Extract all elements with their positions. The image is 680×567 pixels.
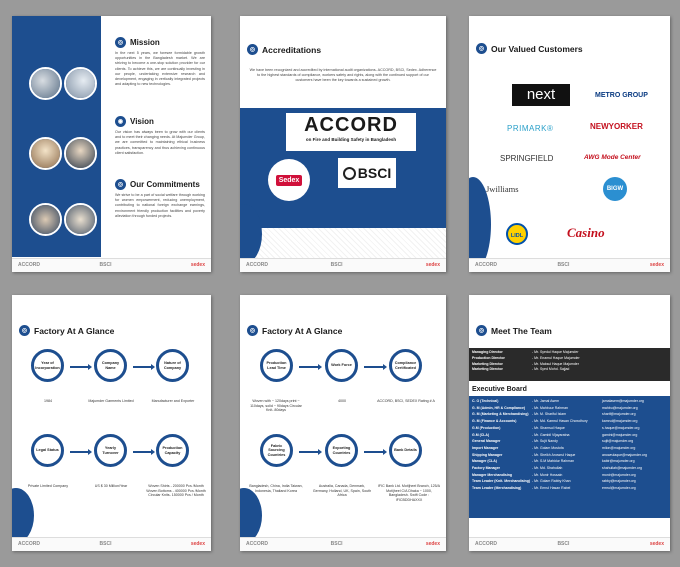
team-row [472,398,667,405]
mission-section [115,37,205,87]
team-name: - Mr. Golam Rabby Khan [532,479,571,484]
team-row [472,367,667,373]
team-role: Team Leader (Knit. Merchandising) [472,479,531,484]
team-name: - Mr. Gambil Vijayaratna [532,432,570,437]
footer-sedex: sedex [190,541,205,547]
arrow [70,366,89,368]
arrow [299,451,319,453]
footer-sedex: sedex [425,262,440,268]
team-email: s.haque@majumder.org [602,425,640,430]
commitments-title: Our Commitments [130,180,200,189]
value-year: 1984 [44,399,52,403]
team-name: - Mr. Sheikh Anowrul Haque [532,452,576,457]
commitments-section [115,179,205,219]
bubble-compliance: Compliance Certificated [389,349,422,382]
accreditations-title: Accreditations [262,44,322,55]
value-capacity: Woven Shirts - 200000 Pcs /Month Woven Bottoms - 400000 Pcs /Month Circular Knits- 150000 Pcs / Month [146,484,206,498]
team-row [472,418,667,425]
team-email: gamini@majumder.org [602,432,638,437]
logo-bigw: BIGW [603,177,627,201]
team-role: General Manager [472,439,501,444]
arrow [133,451,152,453]
wave-pattern [240,228,446,258]
value-lead-time: Woven with ~ 120days print ~ 110days, solid ~ 90days Circular Knit- 80days [250,399,302,413]
logo-next: next [512,84,570,106]
team-row [472,425,667,432]
bubble-turnover: Yearly Turnover [94,434,127,467]
team-role: Manager Merchandising [472,472,513,477]
value-work-force: 4000 [338,399,346,403]
team-name: - Mr. Md. Kamrul Hasan Chowdhury [532,419,588,424]
accord-logo: ACCORD on Fire and Building Safety in Bangladesh [286,113,416,151]
team-row [472,411,667,418]
mission-text: In the next 5 years, we foresee formidable growth opportunities in the Bangladesh market. We are striving to become a one-stop solution provider for our clients. To achieve this, we are continually investing in our people, undertaking extensive research and development, engaging in vertically integrated projects and adapting to new technologies. [115,51,205,87]
footer-bsci: BSCI [557,262,570,268]
team-row [472,432,667,439]
value-legal: Private Limited Company [27,484,69,488]
team-email: emrul@majumder.org [602,486,636,491]
team-row [472,452,667,459]
accreditations-text: We have been recognized and accredited by international audit organizations- ACCORD, BSCI, Sedex. Adherence to the highest standards of compliance, workers safety and rights, along with the continued support of our customers have been the key towards a sustained growth. [249,68,437,83]
customers-icon: ◎ [476,43,487,54]
team-name: - Mr. Syedul Haque Majumder [532,350,579,354]
bubble-work-force: Work Force [325,349,358,382]
page-footer [469,258,670,272]
logo-springfield: SPRINGFIELD [500,154,554,163]
corner-arc [240,488,262,543]
team-row [472,458,667,465]
mission-title: Mission [130,38,160,47]
team-name: - Mr. Shamsul Haque [532,425,565,430]
vision-text: Our vision has always been to grow with our clients and to meet their changing needs. At Majumder Group, we are committed to maintaining ethical business practices, transparency and thus achieving continuous client satisfaction. [115,130,205,155]
team-name: - Mr. Mahbuur Rahman [532,405,568,410]
team-name: - Mr. Emrul Hasan Rabel [532,486,571,491]
footer-accord: ACCORD [475,262,497,268]
customers-title: Our Valued Customers [491,43,583,54]
team-name: - Mr. Maksul Haque Majumder [532,361,579,366]
team-row [472,472,667,479]
footer-bsci: BSCI [557,541,570,547]
bubble-exporting: Exporting Countries [325,434,358,467]
team-role: C. O (Technical) [472,399,499,403]
team-row [472,485,667,492]
team-role: Shipping Manager [472,452,503,457]
bsci-ring-icon [343,167,356,180]
team-email: monir@majumder.org [602,472,636,477]
team-role: Manager (CLA) [472,459,497,464]
accreditations-page [240,16,446,272]
bsci-logo: BSCI [338,158,396,188]
team-email [602,367,667,373]
logo-williams: Jwilliams [486,184,519,194]
arrow [364,451,384,453]
footer-sedex: sedex [190,262,205,268]
corner-arc [12,488,34,543]
footer-bsci: BSCI [330,541,343,547]
team-row [472,478,667,485]
team-role: G. M (Marketing & Merchandising) [472,412,529,417]
team-page [469,295,670,551]
value-bank: IFIC Bank Ltd. Motijheel Branch, 125/A Motijheel C/A Dhaka ~ 1000, Bangladesh. Swift Code : IFICBDDHAXXX [377,484,441,502]
vision-section [115,116,205,156]
executive-board-table [469,396,670,518]
bubble-lead-time: Production Lead Time [260,349,293,382]
factory-title: Factory At A Glance [262,325,343,336]
page-footer [12,258,211,272]
directors-table [469,348,670,381]
team-name: - Mr. Jamal Asem [532,399,560,403]
footer-accord: ACCORD [246,262,268,268]
team-email: jamalasem@majumder.org [602,399,644,403]
team-role: Factory Manager [472,466,501,471]
page-footer [12,537,211,551]
logo-awg: AWG Mode Center [584,154,641,161]
vision-title: Vision [130,117,154,126]
photo-businessman [64,137,97,170]
vision-icon: ◉ [115,116,126,127]
commitments-icon: ◎ [115,179,126,190]
bubble-bank: Bank Details [389,434,422,467]
team-row [472,405,667,412]
team-role: Managing Director [472,350,503,354]
team-email: sharif@majumder.org [602,412,636,417]
logo-casino: Casino [567,225,605,240]
factory-icon: ◎ [247,325,258,336]
team-row [472,438,667,445]
footer-accord: ACCORD [18,262,40,268]
team-name: - Mr. Md. Shahullah [532,466,563,471]
factory-glance-page-2 [240,295,446,551]
value-exporting: Australia, Canada, Denmark, Germany, Holland, UK, Spain, South Africa [312,484,372,498]
team-title: Meet The Team [491,325,552,336]
photo-woman [29,137,62,170]
footer-accord: ACCORD [18,541,40,547]
arrow [70,451,89,453]
team-email: kamrul@majumder.org [602,419,638,424]
arrow [133,366,152,368]
factory-title: Factory At A Glance [34,325,115,336]
team-email: shahullah@majumder.org [602,466,642,471]
logo-newyorker: NEWYORKER [590,122,643,131]
team-role: Marketing Director [472,361,503,366]
team-row [472,445,667,452]
factory-icon: ◎ [19,325,30,336]
team-row [472,465,667,472]
team-name: - Mr. Monir Hossain [532,472,563,477]
team-name: - Mr. M. Shariful Islam [532,412,567,417]
team-role: G.M (Production) [472,425,501,430]
team-name: - Mr. S.M Mahidur Rahman [532,459,575,464]
page-footer [469,537,670,551]
team-name: - Mr. Sujit Nandy [532,439,558,444]
team-email: milon@majumder.org [602,445,636,450]
team-role: Production Director [472,355,505,360]
value-compliance: ACCORD, BSCI, SEDEX Rating # A [377,399,435,403]
factory-glance-page-1 [12,295,211,551]
team-email: anowrulaque@majumder.org [602,452,647,457]
logo-lidl: LIDL [506,223,528,245]
team-name: - Mr. Golam Mostofa [532,445,564,450]
team-role: Team Leader (Merchandising) [472,486,522,491]
team-name: - Mr. Syed Mohd. Sajjad [532,367,570,372]
team-role: G. M (Admin, HR & Compliance) [472,405,526,410]
value-fabric: Bangladesh, China, India Taiwan, Indonesia, Thailand Korea [249,484,303,493]
team-icon: ◎ [476,325,487,336]
photo-team [64,203,97,236]
team-name: - Mr. Enamul Haque Majumder [532,355,580,360]
bubble-nature: Nature of Company [156,349,189,382]
arrow [364,366,384,368]
team-role: G. M (Finance & Accounts) [472,419,517,424]
photo-worker [29,67,62,100]
team-email: mahbu@majumder.org [602,405,638,410]
team-email: kabir@majumder.org [602,459,635,464]
bubble-legal: Legal Status [31,434,64,467]
team-role: Marketing Director [472,367,503,372]
footer-bsci: BSCI [99,541,112,547]
arrow [299,366,319,368]
executive-board-title: Executive Board [472,386,527,393]
bubble-company: Company Name [94,349,127,382]
footer-bsci: BSCI [99,262,112,268]
footer-accord: ACCORD [246,541,268,547]
bubble-year: Year of Incorporation [31,349,64,382]
accreditations-icon: ◎ [247,44,258,55]
value-nature: Manufacturer and Exporter [151,399,195,403]
bubble-capacity: Production Capacity [156,434,189,467]
sedex-logo: Sedex [268,159,310,201]
logo-metro: METRO GROUP [595,92,648,99]
value-turnover: US $ 30 Million/Year [94,484,128,488]
team-email: sujit@majumder.org [602,439,634,444]
page-footer [240,537,446,551]
page-footer [240,258,446,272]
bubble-fabric: Fabric Sourcing Countries [260,434,293,467]
footer-sedex: sedex [649,541,664,547]
footer-accord: ACCORD [475,541,497,547]
photo-handshake [29,203,62,236]
commitments-text: We strive to be a part of social welfare through working for women empowerment, reducing unemployment, contributing to national foreign exchange earnings, environment friendly production facilities and poverty alleviation through funded projects. [115,193,205,218]
footer-sedex: sedex [425,541,440,547]
footer-sedex: sedex [649,262,664,268]
value-company: Majumder Garments Limited [88,399,134,403]
photo-machine [64,67,97,100]
team-role: G.M (CLA) [472,432,490,437]
logo-primark: PRIMARK® [507,124,554,133]
customers-page [469,16,670,272]
team-email: rabby@majumder.org [602,479,636,484]
footer-bsci: BSCI [330,262,343,268]
mission-page [12,16,211,272]
mission-icon: ◎ [115,37,126,48]
team-role: Import Manager [472,445,499,450]
